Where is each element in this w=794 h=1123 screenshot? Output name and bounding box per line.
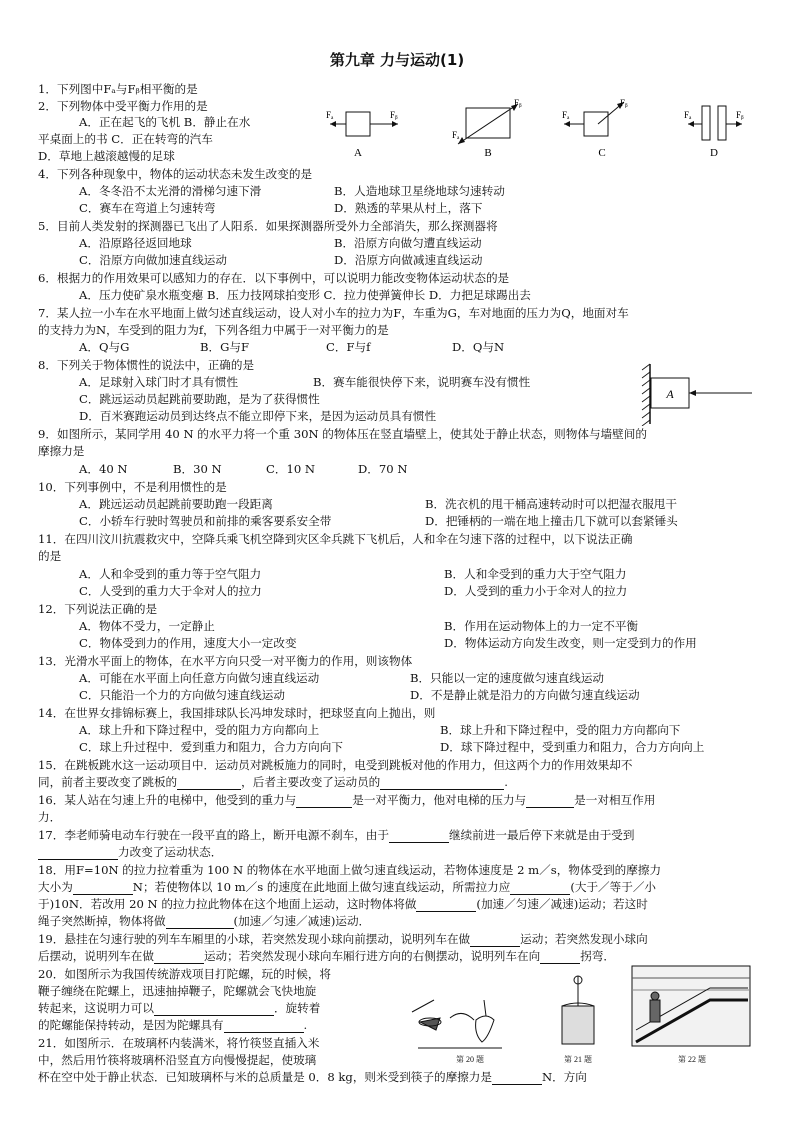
svg-text:第 22 题: 第 22 题 (678, 1055, 706, 1064)
question-2-line3: 平桌面上的书 C．正在转弯的汽车 (38, 132, 213, 146)
answer-blank[interactable] (526, 795, 574, 808)
svg-text:Fᵦ: Fᵦ (736, 110, 744, 120)
question-10-option-a: A．跳远运动员起跳前要助跑一段距离 (79, 497, 273, 511)
question-17-line2: 力改变了运动状态． (38, 845, 222, 860)
question-2-stem: 2．下列物体中受平衡力作用的是 (38, 99, 208, 113)
question-8-stem: 8．下列关于物体惯性的说法中，正确的是 (38, 358, 255, 372)
svg-text:B: B (484, 147, 492, 159)
question-11-option-a: A．人和伞受到的重力等于空气阻力 (79, 567, 262, 581)
question-6-stem: 6．根据力的作用效果可以感知力的存在．以下事例中，可以说明力能改变物体运动状态的是 (38, 271, 510, 285)
figure-option-b (452, 98, 522, 159)
question-18-line3: 于)10N．若改用 20 N 的拉力拉此物体在这个地面上运动，这时物体将做 (加速／匀速／减速)运动；若这时 (38, 897, 648, 911)
svg-text:D: D (710, 147, 718, 159)
svg-text:Fₐ: Fₐ (452, 130, 460, 140)
question-14-option-d: D．球下降过程中，受到重力和阻力，合力方向向上 (440, 740, 705, 754)
rice-glass-figure (562, 976, 594, 1064)
question-16-line2: 力． (38, 810, 62, 824)
question-12-option-b: B．作用在运动物体上的力一定不平衡 (444, 619, 639, 633)
question-9-option-d: D．70 N (358, 462, 408, 476)
svg-text:第 20 题: 第 20 题 (456, 1055, 484, 1064)
question-13-option-d: D．不是静止就是沿力的方向做匀速直线运动 (410, 688, 640, 702)
question-10-option-c: C．小轿车行驶时驾驶员和前排的乘客要系安全带 (79, 514, 332, 528)
question-4-option-c: C．赛车在弯道上匀速转弯 (79, 201, 216, 215)
question-14-option-c: C．球上升过程中．爱到重力和阻力，合力方向向下 (79, 740, 343, 754)
figure-option-a (326, 110, 398, 159)
question-11-option-b: B．人和伞受到的重力大于空气阻力 (444, 567, 627, 581)
question-14-option-b: B．球上升和下降过程中，受的阻力方向都向下 (440, 723, 681, 737)
page-title: 第九章 力与运动(1) (329, 51, 465, 69)
question-7-option-b: B．G与F (200, 340, 250, 354)
svg-text:Fᵦ: Fᵦ (620, 98, 628, 108)
question-12-option-a: A．物体不受力，一定静止 (79, 619, 215, 633)
question-13-option-b: B．只能以一定的速度做匀速直线运动 (410, 671, 605, 685)
question-9-line2: 摩擦力是 (38, 444, 85, 458)
question-16-line1: 16．某人站在匀速上升的电梯中，他受到的重力与 是一对平衡力，他对电梯的压力与 是一对相互作用 (38, 793, 656, 807)
question-8-option-d: D．百米赛跑运动员到达终点不能立即停下来，是因为运动员具有惯性 (79, 409, 437, 423)
question-18-line2: 大小为 N；若使物体以 10 m／s 的速度在此地面上做匀速直线运动，所需拉力应 (大于／等于／小 (38, 880, 657, 894)
spinning-top-figure (412, 1000, 502, 1064)
question-4-option-a: A．冬冬沿不太光滑的滑梯匀速下滑 (79, 184, 262, 198)
answer-blank[interactable] (380, 777, 504, 790)
question-5-option-b: B．沿原方向做匀遭直线运动 (334, 236, 482, 250)
question-9-line1: 9．如图所示，某同学用 40 N 的水平力将一个重 30N 的物体压在竖直墙壁上，使其处于静止状态，则物体与墙壁间的 (38, 427, 647, 441)
question-21-line3: 杯在空中处于静止状态．已知玻璃杯与米的总质量是 0．8 kg，则米受到筷子的摩擦力是 N．方向 (38, 1070, 587, 1084)
question-13-option-a: A．可能在水平面上向任意方向做匀速直线运动 (79, 671, 320, 685)
figure-option-c (562, 98, 628, 159)
question-10-option-b: B．洗衣机的甩干桶高速转动时可以把湿衣服甩干 (425, 497, 677, 511)
question-2-line4: D．草地上越滚越慢的足球 (38, 149, 175, 163)
question-14-stem: 14．在世界女排锦标赛上，我国排球队长冯坤发球时，把球竖直向上抛出，则 (38, 706, 436, 720)
question-14-option-a: A．球上升和下降过程中，受的阻力方向都向上 (79, 723, 320, 737)
question-21-line1: 21．如图所示．在玻璃杯内装满米，将竹筷竖直插入米 (38, 1036, 320, 1050)
answer-blank[interactable] (416, 899, 476, 912)
question-7-option-d: D．Q与N (452, 340, 505, 354)
question-19-line2: 后摆动，说明列车在做 运动；若突然发现小球向车厢行进方向的右侧摆动，说明列车在向 拐弯． (38, 949, 615, 963)
question-7-option-c: C．F与f (326, 340, 371, 354)
question-8-option-b: B．赛车能很快停下来，说明赛车没有惯性 (313, 375, 531, 389)
question-12-option-d: D．物体运动方向发生改变，则一定受到力的作用 (444, 636, 697, 650)
question-9-option-c: C．10 N (266, 462, 316, 476)
question-13-option-c: C．只能沿一个力的方向做匀速直线运动 (79, 688, 285, 702)
question-8-option-c: C．跳远运动员起跳前要助跑，是为了获得惯性 (79, 392, 320, 406)
question-11-option-d: D．人受到的重力小于伞对人的拉力 (444, 584, 628, 598)
answer-blank[interactable] (224, 1020, 304, 1033)
question-13-stem: 13．光滑水平面上的物体，在水平方向只受一对平衡力的作用，则该物体 (38, 654, 413, 668)
question-20-line3: 转起来，这说明力可以 ．旋转着 (38, 1001, 321, 1015)
question-6-options: A．压力使矿泉水瓶变瘪 B．压力技网球拍变形 C．拉力使弹簧伸长 D．力把足球踢出去 (79, 288, 531, 302)
svg-text:Fₐ: Fₐ (562, 110, 570, 120)
svg-text:Fᵦ: Fᵦ (390, 110, 398, 120)
question-7-option-a: A．Q与G (79, 340, 130, 354)
question-11-line2: 的是 (38, 549, 62, 563)
question-10-stem: 10．下列事例中，不是利用惯性的是 (38, 480, 227, 494)
answer-blank[interactable] (154, 951, 204, 964)
question-15-line1: 15．在跳板跳水这一运动项目中．运动员对跳板施力的同时，电受到跳板对他的作用力，但这两个力的作用效果却不 (38, 758, 633, 772)
question-20-line4: 的陀螺能保持转动，是因为陀螺具有 . (38, 1018, 308, 1032)
answer-blank[interactable] (166, 916, 234, 929)
question-1: 1．下列图中Fₐ与Fᵦ相平衡的是 (38, 82, 198, 96)
question-20-line1: 20．如图所示为我国传统游戏项目打陀螺，玩的时候，将 (38, 967, 332, 981)
question-8-option-a: A．足球射入球门时才具有惯性 (79, 375, 239, 389)
answer-blank[interactable] (296, 795, 352, 808)
svg-text:Fₐ: Fₐ (326, 110, 334, 120)
question-12-option-c: C．物体受到力的作用，速度大小一定改变 (79, 636, 297, 650)
figures-20-22 (410, 960, 755, 1068)
question-5-option-d: D．沿原方向做减速直线运动 (334, 253, 483, 267)
question-21-line2: 中，然后用竹筷将玻璃杯沿竖直方向慢慢提起，使玻璃 (38, 1053, 317, 1067)
question-15-line2: 同，前者主要改变了跳板的 ，后者主要改变了运动员的 . (38, 775, 508, 789)
question-5-stem: 5．目前人类发射的探测器已飞出了人阳系．如果探测器所受外力全部消失，那么探测器将 (38, 219, 498, 233)
question-9-option-b: B．30 N (173, 462, 222, 476)
question-4-option-b: B．人造地球卫星绕地球匀速转动 (334, 184, 505, 198)
question-7-line2: 的支持力为N，车受到的阻力为f，下列各组力中属于一对平衡力的是 (38, 323, 389, 337)
answer-blank[interactable] (389, 830, 449, 843)
figure-option-d (684, 106, 744, 159)
svg-text:A: A (354, 147, 362, 159)
question-20-line2: 鞭子缠绕在陀螺上，迅速抽掉鞭子，陀螺就会飞快地旋 (38, 984, 317, 998)
question-4-option-d: D．熟透的苹果从村上，落下 (334, 201, 483, 215)
question-11-line1: 11．在四川汶川抗震救灾中，空降兵乘飞机空降到灾区伞兵跳下飞机后，人和伞在匀速下落的过程中，以下说法正确 (38, 532, 633, 546)
svg-text:A: A (666, 387, 674, 401)
answer-blank[interactable] (492, 1072, 542, 1085)
question-2-line2: A．正在起飞的飞机 B．静止在水 (79, 115, 251, 129)
question-9-option-a: A．40 N (79, 462, 128, 476)
force-diagram-figure (318, 98, 758, 162)
answer-blank[interactable] (154, 1003, 274, 1016)
svg-text:C: C (598, 147, 606, 159)
answer-blank[interactable] (470, 934, 520, 947)
question-11-option-c: C．人受到的重力大于伞对人的拉力 (79, 584, 262, 598)
question-5-option-a: A．沿原路径返回地球 (79, 236, 192, 250)
answer-blank[interactable] (73, 882, 133, 895)
question-4-stem: 4．下列各种现象中，物体的运动状态未发生改变的是 (38, 167, 313, 181)
question-5-option-c: C．沿原方向做加速直线运动 (79, 253, 227, 267)
question-7-line1: 7．某人拉一小车在水平地面上做匀述直线运动，设人对小车的拉力为F，车重为G，车对地面的压力为Q，地面对车 (38, 306, 629, 320)
svg-text:第 21 题: 第 21 题 (564, 1055, 592, 1064)
question-12-stem: 12．下列说法正确的是 (38, 602, 158, 616)
escalator-figure (632, 966, 750, 1064)
svg-text:Fₐ: Fₐ (684, 110, 692, 120)
question-10-option-d: D．把锤柄的一端在地上撞击几下就可以套紧锤头 (425, 514, 678, 528)
question-17-line1: 17．李老师骑电动车行驶在一段平直的路上，断开电源不刹车，由于 继续前进一最后停下来就是由于受到 (38, 828, 635, 842)
question-18-line4: 绳子突然断掉，物体将做 (加速／匀速／减速)运动． (38, 914, 371, 928)
svg-text:Fᵦ: Fᵦ (514, 98, 522, 108)
answer-blank[interactable] (510, 882, 570, 895)
answer-blank[interactable] (38, 847, 118, 860)
question-18-line1: 18．用F=10N 的拉力拉着重为 100 N 的物体在水平地面上做匀速直线运动，若物体速度是 2 m／s，物体受到的摩擦力 (38, 863, 662, 877)
wall-block-figure (640, 362, 760, 426)
question-19-line1: 19．悬挂在匀速行驶的列车车厢里的小球，若突然发现小球向前摆动，说明列车在做 运动；若突然发现小球向 (38, 932, 648, 946)
answer-blank[interactable] (177, 777, 241, 790)
